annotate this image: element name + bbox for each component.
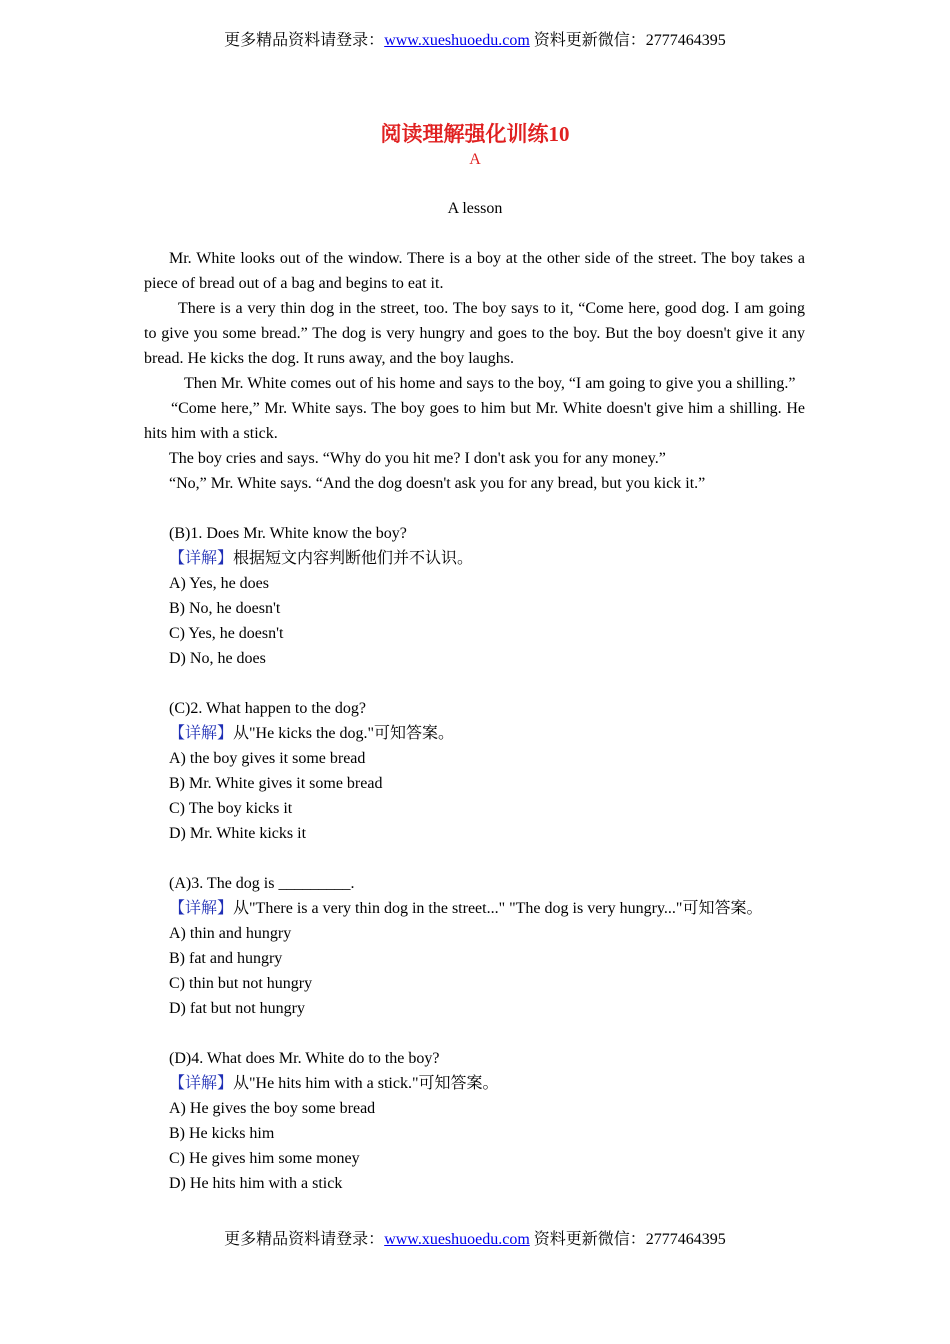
header-banner-prefix: 更多精品资料请登录： <box>224 32 385 49</box>
footer-banner <box>0 1230 950 1250</box>
answer-option: D) No, he does <box>169 650 266 667</box>
story-title: A lesson <box>447 200 503 217</box>
header-banner <box>0 31 950 51</box>
story-paragraph: There is a very thin dog in the street, too. The boy says to it, “Come here, good dog. I am going to give you some bread.” The dog is very hungry and goes to the boy. But the boy doesn't give it any bread. He kicks the dog. It runs away, and the boy laughs. <box>144 300 805 367</box>
detail-tag: 【详解】 <box>169 725 234 742</box>
detail-tag: 【详解】 <box>169 550 234 567</box>
question-stem: (C)2. What happen to the dog? <box>169 700 366 717</box>
question-block <box>144 871 805 1021</box>
detail-tag: 【详解】 <box>169 1075 234 1092</box>
story-paragraph: Mr. White looks out of the window. There is a boy at the other side of the street. The boy takes a piece of bread out of a bag and begins to eat it. <box>144 250 805 292</box>
answer-option: A) Yes, he does <box>169 575 269 592</box>
document-body <box>144 246 805 1196</box>
answer-option: B) He kicks him <box>169 1125 275 1142</box>
question-block <box>144 521 805 671</box>
answer-option: C) Yes, he doesn't <box>169 625 284 642</box>
answer-option: D) fat but not hungry <box>169 1000 305 1017</box>
answer-option: C) He gives him some money <box>169 1150 360 1167</box>
page-title: 阅读理解强化训练10 <box>380 122 570 146</box>
story-paragraph: “No,” Mr. White says. “And the dog doesn't ask you for any bread, but you kick it.” <box>169 475 706 492</box>
detail-text: 从"He hits him with a stick."可知答案。 <box>233 1075 499 1092</box>
answer-option: A) He gives the boy some bread <box>169 1100 376 1117</box>
detail-tag: 【详解】 <box>169 900 234 917</box>
answer-option: D) He hits him with a stick <box>169 1175 343 1192</box>
answer-option: B) fat and hungry <box>169 950 283 967</box>
answer-option: B) Mr. White gives it some bread <box>169 775 383 792</box>
answer-option: A) thin and hungry <box>169 925 292 942</box>
answer-option: D) Mr. White kicks it <box>169 825 307 842</box>
story-paragraph: “Come here,” Mr. White says. The boy goes to him but Mr. White doesn't give him a shilling. He hits him with a stick. <box>144 400 805 442</box>
question-detail <box>144 896 805 921</box>
answer-option: C) The boy kicks it <box>169 800 293 817</box>
answer-option: A) the boy gives it some bread <box>169 750 366 767</box>
story-paragraph: Then Mr. White comes out of his home and says to the boy, “I am going to give you a shilling.” <box>184 375 796 392</box>
question-detail <box>144 546 805 571</box>
footer-banner-suffix: 资料更新微信：2777464395 <box>529 1231 726 1248</box>
footer-banner-link[interactable]: www.xueshuoedu.com <box>384 1231 530 1248</box>
header-banner-link[interactable]: www.xueshuoedu.com <box>384 32 530 49</box>
header-banner-suffix: 资料更新微信：2777464395 <box>529 32 726 49</box>
question-block <box>144 1046 805 1196</box>
answer-option: B) No, he doesn't <box>169 600 281 617</box>
detail-text: 从"He kicks the dog."可知答案。 <box>233 725 455 742</box>
question-block <box>144 696 805 846</box>
question-detail <box>144 1071 805 1096</box>
question-detail <box>144 721 805 746</box>
question-stem: (A)3. The dog is _________. <box>169 875 355 892</box>
detail-text: 根据短文内容判断他们并不认识。 <box>233 550 474 567</box>
question-stem: (D)4. What does Mr. White do to the boy? <box>169 1050 440 1067</box>
section-label: A <box>469 151 481 168</box>
detail-text: 从"There is a very thin dog in the street..." "The dog is very hungry..."可知答案。 <box>233 900 763 917</box>
question-stem: (B)1. Does Mr. White know the boy? <box>169 525 407 542</box>
story-paragraph: The boy cries and says. “Why do you hit me? I don't ask you for any money.” <box>169 450 666 467</box>
footer-banner-prefix: 更多精品资料请登录： <box>224 1231 385 1248</box>
answer-option: C) thin but not hungry <box>169 975 313 992</box>
